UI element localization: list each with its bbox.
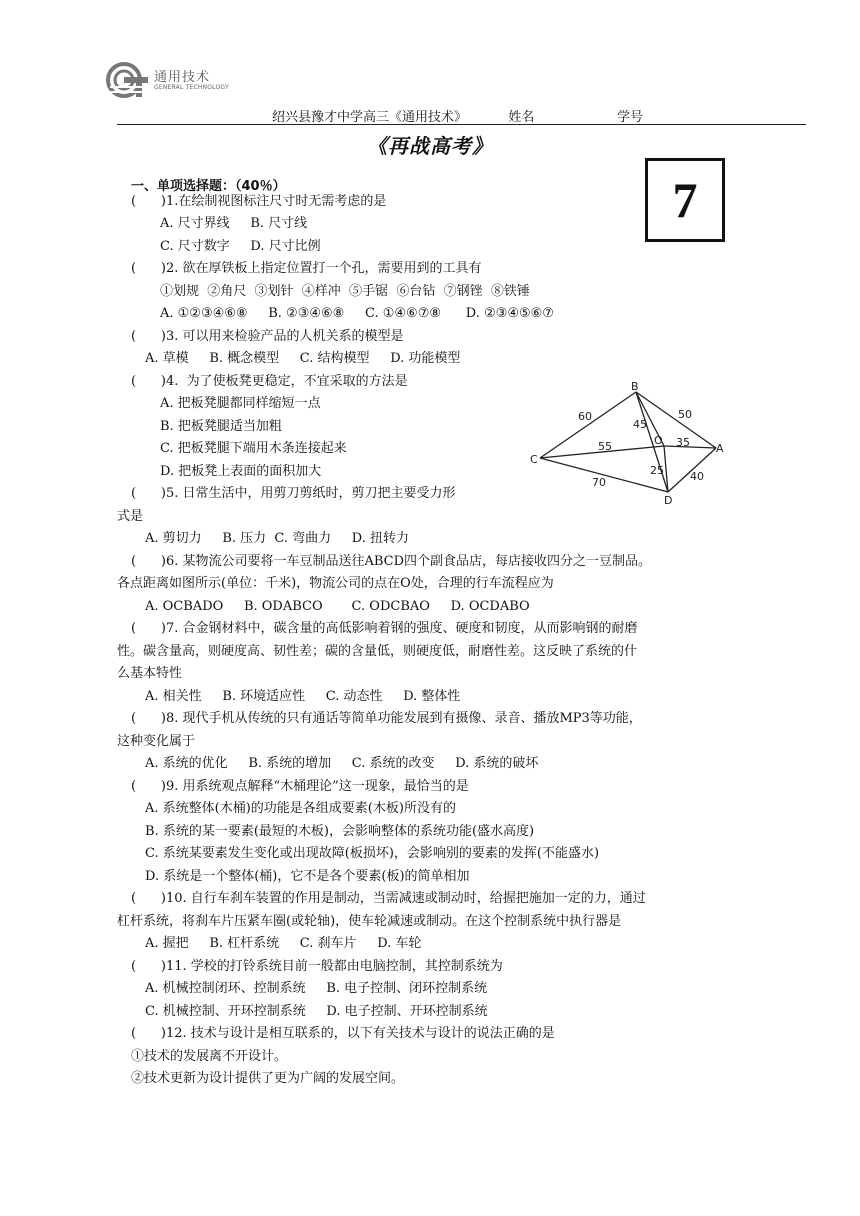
option-line: A. 草模 B. 概念模型 C. 结构模型 D. 功能模型 <box>145 351 461 366</box>
section-heading: 一、单项选择题：（40％） <box>131 179 286 194</box>
option-line: A. ①②③④⑥⑧ B. ②③④⑥⑧ C. ①④⑥⑦⑧ D. ②③④⑤⑥⑦ <box>160 306 554 321</box>
distance-cb: 60 <box>578 410 592 423</box>
distance-cd: 70 <box>592 476 606 489</box>
option-line: A. 相关性 B. 环境适应性 C. 动态性 D. 整体性 <box>145 689 461 704</box>
point-o: O <box>654 434 663 447</box>
question-line: ( )2. 欲在厚铁板上指定位置打一个孔，需要用到的工具有 <box>131 261 482 276</box>
student-id-label: 学号 <box>617 110 644 125</box>
option-line: D. 把板凳上表面的面积加大 <box>160 464 322 479</box>
option-line: A. 尺寸界线 B. 尺寸线 <box>160 216 308 231</box>
question-line: ( )6. 某物流公司要将一车豆制品送往ABCD四个副食品店，每店接收四分之一豆制品。 <box>131 554 652 569</box>
paper-number: 7 <box>672 172 698 228</box>
question-line: 杠杆系统，将刹车片压紧车圈(或轮轴)，使车轮减速或制动。在这个控制系统中执行器是 <box>117 914 622 929</box>
question-line: 这种变化属于 <box>117 734 196 749</box>
option-line: C. 尺寸数字 D. 尺寸比例 <box>160 239 321 254</box>
question-line: ( )5. 日常生活中，用剪刀剪纸时，剪刀把主要受力形 <box>131 486 456 501</box>
option-line: A. OCBADO B. ODABCO C. ODCBAO D. OCDABO <box>145 599 530 614</box>
option-line: A. 握把 B. 杠杆系统 C. 刹车片 D. 车轮 <box>145 936 422 951</box>
question-line: 式是 <box>117 509 144 524</box>
option-line: C. 系统某要素发生变化或出现故障(板损坏)，会影响别的要素的发挥(不能盛水) <box>145 846 600 861</box>
header-divider <box>117 124 806 125</box>
distance-od: 25 <box>650 464 664 477</box>
question-line: ( )1.在绘制视图标注尺寸时无需考虑的是 <box>131 194 387 209</box>
paper-number-box <box>645 158 725 242</box>
point-a: A <box>716 442 724 455</box>
option-line: A. 机械控制闭环、控制系统 B. 电子控制、闭环控制系统 <box>145 981 488 996</box>
distance-diagram <box>526 380 726 506</box>
logo <box>106 60 236 100</box>
option-line: B. 把板凳腿适当加粗 <box>160 419 282 434</box>
edge-oa <box>664 446 716 448</box>
question-line: ( )8. 现代手机从传统的只有通话等简单功能发展到有摄像、录音、播放MP3等功能， <box>131 711 642 726</box>
distance-oa: 35 <box>676 436 690 449</box>
option-line: C. 把板凳腿下端用木条连接起来 <box>160 441 347 456</box>
option-line: A. 系统整体(木桶)的功能是各组成要素(木板)所没有的 <box>145 801 456 816</box>
option-line: ②技术更新为设计提供了更为广阔的发展空间。 <box>131 1071 405 1086</box>
logo-text: 通用技术 <box>154 70 211 85</box>
option-line: A. 把板凳腿都同样缩短一点 <box>160 396 321 411</box>
question-line: 各点距离如图所示(单位：千米)，物流公司的点在O处，合理的行车流程应为 <box>117 576 554 591</box>
distance-co: 55 <box>598 440 612 453</box>
school-title: 绍兴县豫才中学高三《通用技术》 <box>272 110 468 125</box>
question-line: 性。碳含量高，则硬度高、韧性差；碳的含量低，则硬度低，耐磨性差。这反映了系统的什 <box>117 644 638 659</box>
distance-bo: 45 <box>633 418 647 431</box>
option-line: ①技术的发展离不开设计。 <box>131 1049 288 1064</box>
option-line: ①划规 ②角尺 ③划针 ④样冲 ⑤手锯 ⑥台钻 ⑦钢锉 ⑧铁锤 <box>160 284 530 299</box>
distance-ad: 40 <box>690 470 704 483</box>
point-c: C <box>530 453 538 466</box>
edge-cb <box>540 392 636 458</box>
question-line: ( )9. 用系统观点解释“木桶理论”这一现象，最恰当的是 <box>131 779 469 794</box>
question-line: ( )4. 为了使板凳更稳定，不宜采取的方法是 <box>131 374 408 389</box>
option-line: C. 机械控制、开环控制系统 D. 电子控制、开环控制系统 <box>145 1004 488 1019</box>
name-label: 姓名 <box>508 110 535 125</box>
distance-ba: 50 <box>678 408 692 421</box>
edge-bd <box>636 392 668 492</box>
question-line: 么基本特性 <box>117 666 183 681</box>
point-b: B <box>631 380 639 393</box>
header <box>272 106 643 125</box>
logo-subtext: GENERAL TECHNOLOGY <box>154 84 229 91</box>
question-line: ( )7. 合金钢材料中，碳含量的高低影响着钢的强度、硬度和韧度，从而影响钢的耐磨 <box>131 621 638 636</box>
question-line: ( )3. 可以用来检验产品的人机关系的模型是 <box>131 329 404 344</box>
option-line: A. 系统的优化 B. 系统的增加 C. 系统的改变 D. 系统的破坏 <box>145 756 539 771</box>
question-line: ( )10. 自行车刹车装置的作用是制动，当需减速或制动时，给握把施加一定的力，通过 <box>131 891 646 906</box>
option-line: A. 剪切力 B. 压力 C. 弯曲力 D. 扭转力 <box>145 531 410 546</box>
question-line: ( )12. 技术与设计是相互联系的，以下有关技术与设计的说法正确的是 <box>131 1026 555 1041</box>
logo-icon <box>106 60 150 100</box>
question-line: ( )11. 学校的打铃系统目前一般都由电脑控制，其控制系统为 <box>131 959 503 974</box>
page-title: 《再战高考》 <box>367 134 493 158</box>
option-line: D. 系统是一个整体(桶)，它不是各个要素(板)的简单相加 <box>145 869 470 884</box>
point-d: D <box>664 494 673 506</box>
option-line: B. 系统的某一要素(最短的木板)，会影响整体的系统功能(盛水高度) <box>145 824 535 839</box>
